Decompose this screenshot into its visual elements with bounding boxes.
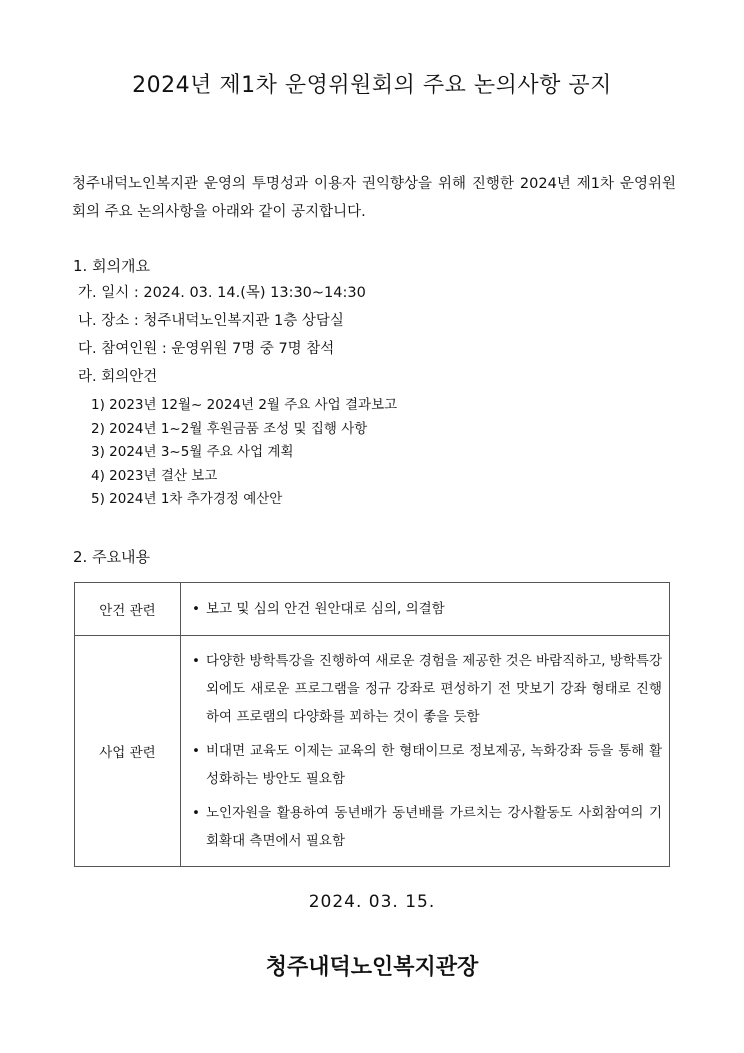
agenda-list (91, 396, 397, 514)
category-cell: 사업 관련 (75, 636, 181, 867)
content-cell (181, 583, 670, 636)
section-heading-main-content: 2. 주요내용 (73, 548, 151, 566)
bullet-glyph: • (192, 743, 200, 759)
bullet-text: 다양한 방학특강을 진행하여 새로운 경험을 제공한 것은 바람직하고, 방학특강 외에도 새로운 프로그램을 정규 강좌로 편성하기 전 맛보기 강좌 형태로 진행하여 프로램의 다양화를 꾀하는 것이 좋을 듯함 (206, 653, 662, 725)
bullet-text: 노인자원을 활용하여 동년배가 동년배를 가르치는 강사활동도 사회참여의 기회확대 측면에서 필요함 (206, 805, 662, 849)
table-row (75, 583, 670, 636)
table-row (75, 636, 670, 867)
overview-item-location: 나. 장소 : 청주내덕노인복지관 1층 상담실 (78, 313, 344, 329)
notice-date: 2024. 03. 15. (308, 892, 436, 912)
section-heading-overview: 1. 회의개요 (73, 257, 151, 275)
category-cell: 안건 관련 (75, 583, 181, 636)
content-cell (181, 636, 670, 867)
document-title: 2024년 제1차 운영위원회의 주요 논의사항 공지 (132, 73, 612, 98)
agenda-item: 2) 2024년 1~2월 후원금품 조성 및 집행 사항 (91, 420, 368, 437)
bullet-list (182, 595, 668, 623)
overview-item-datetime: 가. 일시 : 2024. 03. 14.(목) 13:30~14:30 (78, 285, 366, 301)
bullet-text: 비대면 교육도 이제는 교육의 한 형태이므로 정보제공, 녹화강좌 등을 통해 활성화하는 방안도 필요함 (206, 743, 662, 787)
agenda-item: 4) 2023년 결산 보고 (91, 467, 218, 484)
overview-item-attendees: 다. 참여인원 : 운영위원 7명 중 7명 참석 (78, 341, 335, 357)
bullet-list (182, 647, 668, 855)
overview-list (78, 283, 366, 395)
signature-organization: 청주내덕노인복지관장 (265, 955, 479, 980)
bullet-glyph: • (192, 601, 200, 617)
bullet-item (190, 647, 662, 731)
agenda-item: 3) 2024년 3~5월 주요 사업 계획 (91, 444, 294, 460)
intro-paragraph: 청주내덕노인복지관 운영의 투명성과 이용자 권익향상을 위해 진행한 2024년 제1차 운영위원회의 주요 논의사항을 아래와 같이 공지합니다. (72, 176, 676, 220)
bullet-text: 보고 및 심의 안건 원안대로 심의, 의결함 (206, 601, 445, 617)
bullet-item (190, 595, 662, 623)
overview-item-agenda-label: 라. 회의안건 (78, 369, 158, 385)
bullet-glyph: • (192, 653, 200, 669)
bullet-item (190, 737, 662, 793)
bullet-item (190, 799, 662, 855)
agenda-item: 1) 2023년 12월~ 2024년 2월 주요 사업 결과보고 (91, 397, 398, 413)
bullet-glyph: • (192, 805, 200, 821)
agenda-item: 5) 2024년 1차 추가경정 예산안 (91, 491, 283, 507)
main-content-table (74, 582, 670, 867)
